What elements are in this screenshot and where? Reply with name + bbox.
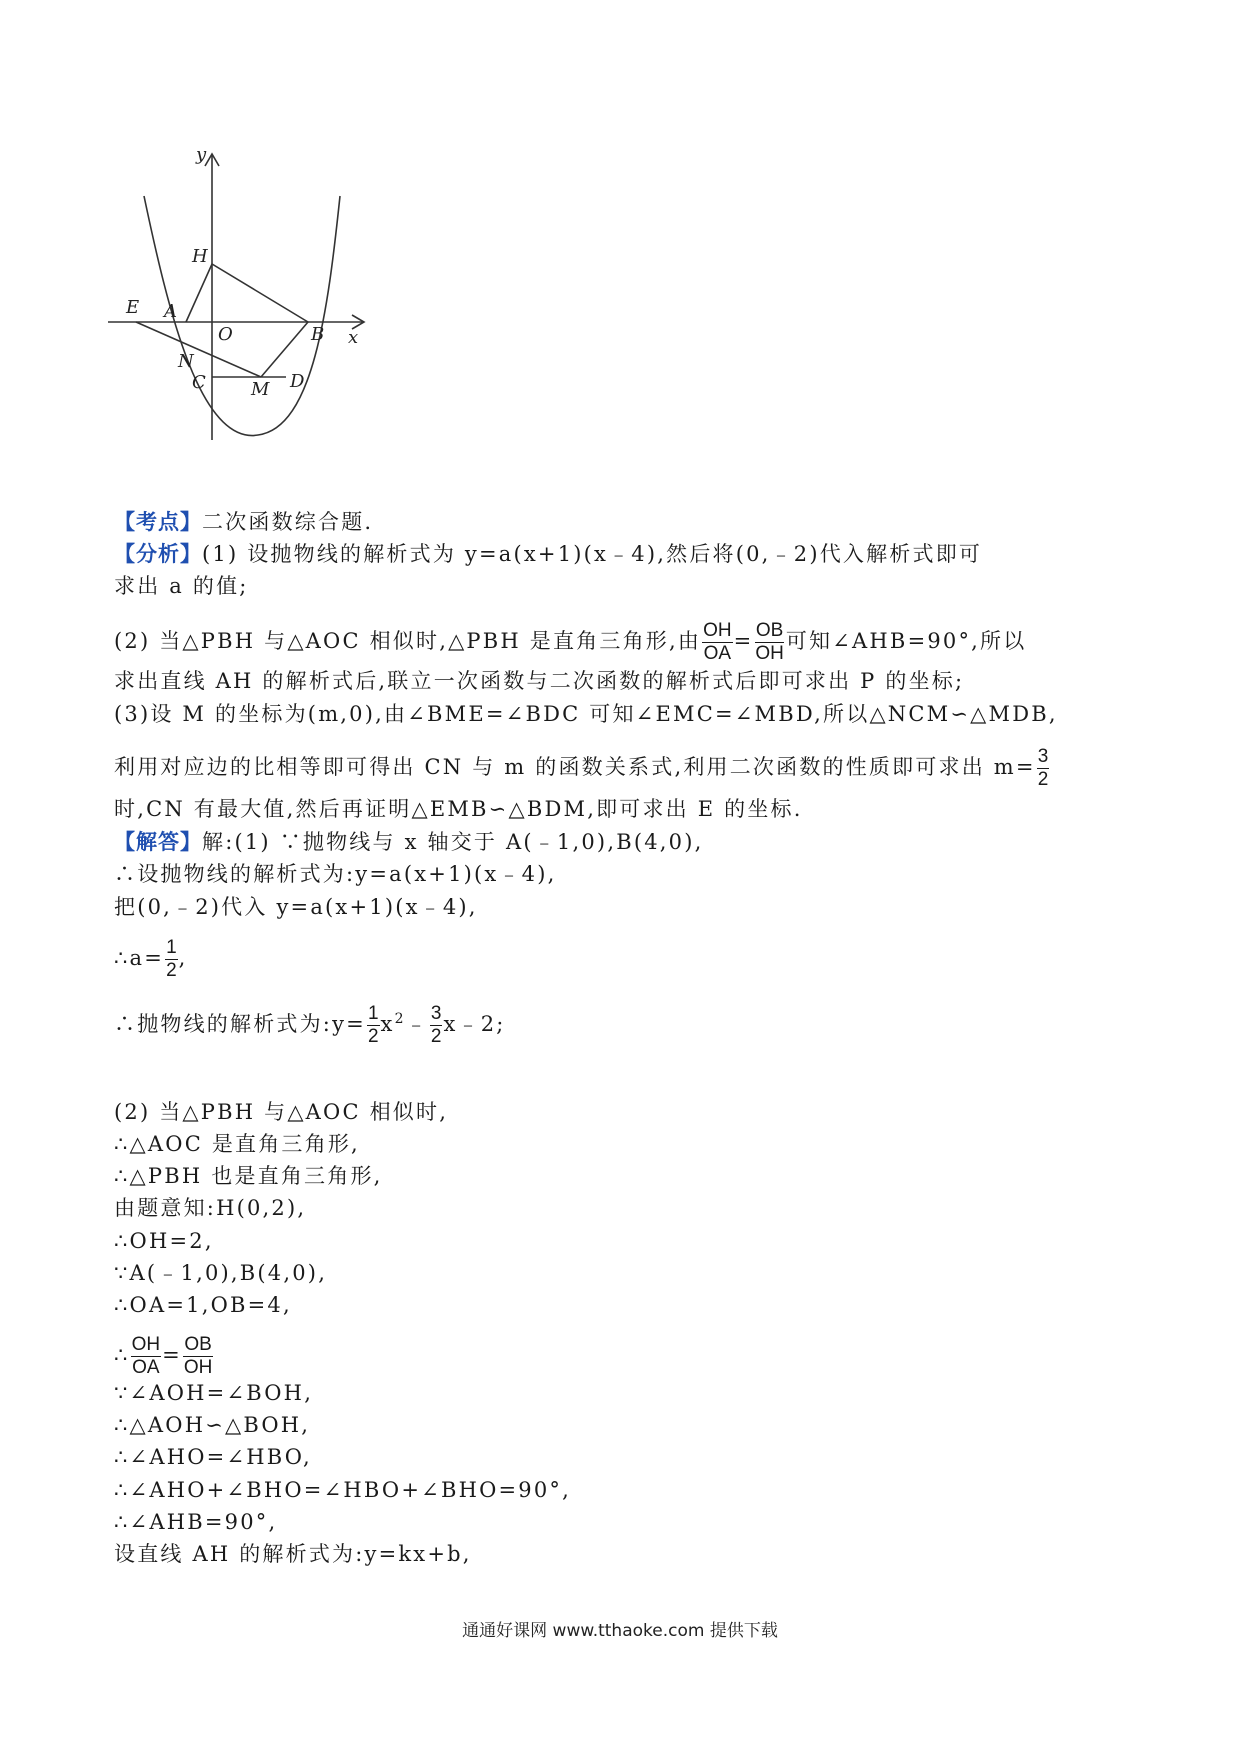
fenxi-line-1 bbox=[114, 541, 982, 567]
part2-line-3: ∴△PBH 也是直角三角形, bbox=[114, 1164, 383, 1188]
label-B: B bbox=[311, 324, 325, 345]
jieda-line-3: 把(0,﹣2)代入 y=a(x+1)(x﹣4), bbox=[114, 895, 478, 919]
fenxi-text-3b: 可知∠AHB=90°,所以 bbox=[785, 629, 1027, 653]
segment-EM bbox=[136, 322, 261, 377]
frac-den: OA bbox=[132, 1357, 160, 1378]
frac-num: 1 bbox=[367, 1003, 379, 1024]
frac-num: 1 bbox=[166, 937, 177, 958]
fenxi-text-1: (1) 设抛物线的解析式为 y=a(x+1)(x﹣4),然后将(0,﹣2)代入解析式即可 bbox=[202, 542, 983, 566]
frac-den: 2 bbox=[166, 960, 177, 981]
jieda-text-1: 解:(1) ∵抛物线与 x 轴交于 A(﹣1,0),B(4,0), bbox=[202, 830, 704, 854]
label-E: E bbox=[126, 297, 140, 318]
frac-num: OH bbox=[131, 1334, 161, 1355]
exponent: 2 bbox=[394, 1011, 406, 1027]
part2-line-5: ∴OH=2, bbox=[114, 1229, 214, 1253]
fenxi-text-6a: 利用对应边的比相等即可得出 CN 与 m 的函数关系式,利用二次函数的性质即可求出 m= bbox=[114, 755, 1036, 779]
label-M: M bbox=[251, 379, 270, 400]
fraction-oh-oa bbox=[131, 1334, 162, 1379]
jieda-text-4b: , bbox=[178, 946, 188, 970]
jieda-text-5d: x﹣2; bbox=[443, 1012, 506, 1036]
fenxi-line-5: (3)设 M 的坐标为(m,0),由∠BME=∠BDC 可知∠EMC=∠MBD,所以△NCM∽△MDB, bbox=[114, 702, 1058, 726]
jieda-line-5 bbox=[114, 1003, 506, 1048]
part2-line-12: ∴∠AHO+∠BHO=∠HBO+∠BHO=90°, bbox=[114, 1478, 571, 1502]
label-A: A bbox=[164, 301, 177, 322]
fraction-3-2 bbox=[1037, 746, 1050, 791]
label-C: C bbox=[192, 372, 206, 393]
frac-den: 2 bbox=[430, 1026, 442, 1047]
jieda-text-4a: ∴a= bbox=[114, 946, 165, 970]
fraction-3-2 bbox=[430, 1003, 443, 1048]
fenxi-line-3 bbox=[114, 620, 1026, 665]
fenxi-tag: 【分析】 bbox=[114, 541, 202, 566]
jieda-line-1 bbox=[114, 829, 703, 855]
frac-den: OA bbox=[703, 643, 732, 664]
label-x: x bbox=[348, 327, 359, 348]
kaodian-text: 二次函数综合题. bbox=[202, 510, 374, 534]
label-D: D bbox=[290, 371, 305, 392]
label-N: N bbox=[178, 351, 194, 372]
part2-line-8 bbox=[114, 1334, 214, 1379]
fenxi-line-4: 求出直线 AH 的解析式后,联立一次函数与二次函数的解析式后即可求出 P 的坐标; bbox=[114, 669, 965, 693]
part2-line-9: ∵∠AOH=∠BOH, bbox=[114, 1381, 314, 1405]
part2-line-6: ∵A(﹣1,0),B(4,0), bbox=[114, 1261, 328, 1285]
part2-line-4: 由题意知:H(0,2), bbox=[114, 1196, 307, 1220]
equals-sign: = bbox=[162, 1343, 182, 1367]
label-y: y bbox=[196, 150, 207, 165]
fraction-oh-oa bbox=[702, 620, 733, 665]
jieda-text-5a: ∴抛物线的解析式为:y= bbox=[114, 1012, 366, 1036]
jieda-text-5b: x bbox=[380, 1012, 395, 1036]
fenxi-line-6 bbox=[114, 746, 1050, 791]
frac-num: 3 bbox=[430, 1003, 442, 1024]
fraction-1-2 bbox=[165, 937, 178, 982]
part2-line-10: ∴△AOH∽△BOH, bbox=[114, 1413, 311, 1437]
fenxi-text-3a: (2) 当△PBH 与△AOC 相似时,△PBH 是直角三角形,由 bbox=[114, 629, 702, 653]
frac-num: 3 bbox=[1037, 746, 1049, 767]
frac-den: 2 bbox=[367, 1026, 379, 1047]
equals-sign: = bbox=[733, 629, 754, 653]
kaodian-tag: 【考点】 bbox=[114, 509, 202, 534]
frac-num: OB bbox=[184, 1334, 212, 1355]
part2-line-1: (2) 当△PBH 与△AOC 相似时, bbox=[114, 1100, 449, 1124]
therefore-sign: ∴ bbox=[114, 1343, 130, 1367]
part2-line-2: ∴△AOC 是直角三角形, bbox=[114, 1132, 360, 1156]
label-O: O bbox=[218, 324, 233, 345]
triangle-AHB bbox=[186, 264, 308, 322]
label-H: H bbox=[192, 246, 208, 267]
kaodian-line bbox=[114, 509, 373, 535]
part2-line-14: 设直线 AH 的解析式为:y=kx+b, bbox=[114, 1542, 472, 1566]
jieda-line-4 bbox=[114, 937, 188, 982]
segment-MB bbox=[261, 322, 308, 377]
fenxi-line-7: 时,CN 有最大值,然后再证明△EMB∽△BDM,即可求出 E 的坐标. bbox=[114, 797, 803, 821]
fraction-ob-oh bbox=[183, 1334, 214, 1379]
jieda-tag: 【解答】 bbox=[114, 829, 202, 854]
frac-den: 2 bbox=[1037, 769, 1049, 790]
fraction-ob-oh bbox=[754, 620, 785, 665]
fraction-1-2 bbox=[367, 1003, 380, 1048]
frac-den: OH bbox=[755, 643, 784, 664]
jieda-line-2: ∴设抛物线的解析式为:y=a(x+1)(x﹣4), bbox=[114, 862, 557, 886]
part2-line-7: ∴OA=1,OB=4, bbox=[114, 1293, 292, 1317]
minus-sign: ﹣ bbox=[405, 1012, 429, 1036]
fenxi-line-2: 求出 a 的值; bbox=[114, 574, 249, 598]
part2-line-11: ∴∠AHO=∠HBO, bbox=[114, 1445, 312, 1469]
frac-den: OH bbox=[183, 1357, 213, 1378]
parabola-figure bbox=[108, 150, 408, 490]
frac-num: OH bbox=[703, 620, 732, 641]
frac-num: OB bbox=[755, 620, 784, 641]
part2-line-13: ∴∠AHB=90°, bbox=[114, 1510, 278, 1534]
footer-credit: 通通好课网 www.tthaoke.com 提供下载 bbox=[462, 1621, 778, 1641]
